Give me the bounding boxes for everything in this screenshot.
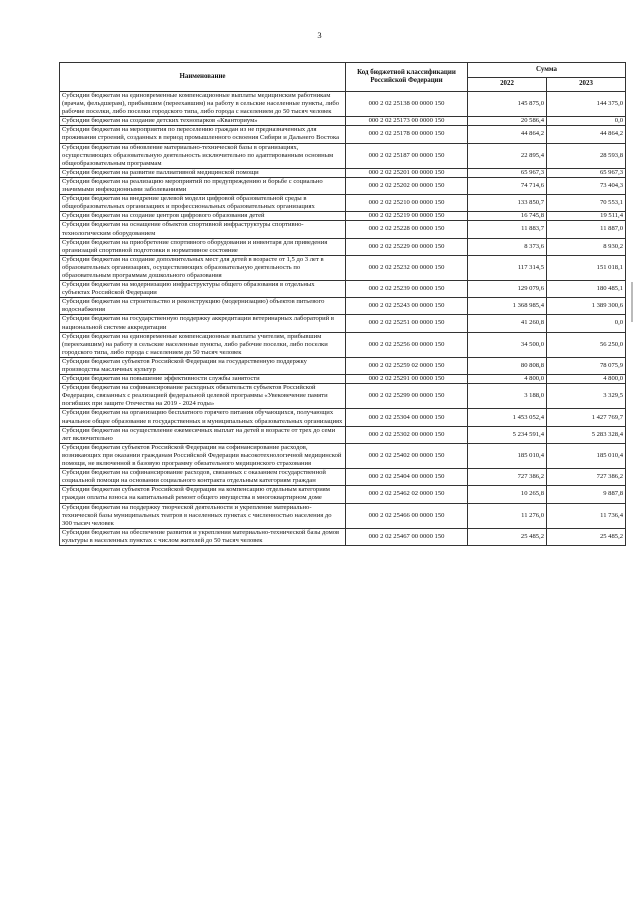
row-value-2022: 25 485,2 — [468, 528, 547, 545]
row-name: Субсидии бюджетам субъектов Российской Федерации на софинансирование расходов, возникающих при оказании гражданам Российской Федерации высокотехнологичной медицинской помощи, не включенной в базовую программу обязательного медицинского страхования — [60, 443, 346, 468]
row-value-2023: 73 404,3 — [547, 177, 626, 194]
row-value-2022: 145 875,0 — [468, 92, 547, 117]
row-name: Субсидии бюджетам на создание дополнительных мест для детей в возрасте от 1,5 до 3 лет в образовательных организациях, осуществляющих образовательную деятельность по образовательным программам дошкольного образования — [60, 255, 346, 280]
table-row — [60, 486, 626, 503]
row-value-2022: 11 883,7 — [468, 221, 547, 238]
row-value-2022: 11 276,0 — [468, 503, 547, 528]
table-row — [60, 126, 626, 143]
row-value-2023: 70 553,1 — [547, 195, 626, 212]
row-value-2023: 78 075,9 — [547, 357, 626, 374]
table-body — [60, 92, 626, 546]
row-value-2023: 0,0 — [547, 315, 626, 332]
row-code: 000 2 02 25210 00 0000 150 — [346, 195, 468, 212]
table-row — [60, 238, 626, 255]
row-value-2023: 1 389 300,6 — [547, 298, 626, 315]
row-code: 000 2 02 25302 00 0000 150 — [346, 426, 468, 443]
row-name: Субсидии бюджетам на оснащение объектов спортивной инфраструктуры спортивно-технологическим оборудованием — [60, 221, 346, 238]
table-row — [60, 443, 626, 468]
row-name: Субсидии бюджетам на единовременные компенсационные выплаты учителям, прибывшим (переехавшим) на работу в сельские населенные пункты, либо рабочие поселки, либо поселки городского типа, либо города с населением до 50 тысяч человек — [60, 332, 346, 357]
row-code: 000 2 02 25138 00 0000 150 — [346, 92, 468, 117]
table-header — [60, 63, 626, 92]
row-value-2022: 41 260,8 — [468, 315, 547, 332]
row-value-2022: 74 714,6 — [468, 177, 547, 194]
row-value-2023: 65 967,3 — [547, 168, 626, 177]
table-row — [60, 177, 626, 194]
table-row — [60, 315, 626, 332]
row-value-2022: 10 265,8 — [468, 486, 547, 503]
row-name: Субсидии бюджетам на поддержку творческой деятельности и укрепление материально-технической базы муниципальных театров в населенных пунктах с численностью населения до 300 тысяч человек — [60, 503, 346, 528]
table-row — [60, 255, 626, 280]
row-code: 000 2 02 25202 00 0000 150 — [346, 177, 468, 194]
row-value-2022: 1 368 985,4 — [468, 298, 547, 315]
row-name: Субсидии бюджетам на обновление материально-технической базы в организациях, осуществляющих образовательную деятельность исключительно по адаптированным основным общеобразовательным программам — [60, 143, 346, 168]
row-value-2022: 20 586,4 — [468, 117, 547, 126]
row-name: Субсидии бюджетам на организацию бесплатного горячего питания обучающихся, получающих начальное общее образование в государственных и муниципальных образовательных организациях — [60, 409, 346, 426]
row-name: Субсидии бюджетам на повышение эффективности службы занятости — [60, 375, 346, 384]
row-value-2022: 65 967,3 — [468, 168, 547, 177]
row-code: 000 2 02 25173 00 0000 150 — [346, 117, 468, 126]
row-value-2022: 1 453 052,4 — [468, 409, 547, 426]
header-name: Наименование — [60, 63, 346, 92]
row-code: 000 2 02 25201 00 0000 150 — [346, 168, 468, 177]
row-value-2022: 117 314,5 — [468, 255, 547, 280]
row-name: Субсидии бюджетам субъектов Российской Федерации на компенсацию отдельным категориям граждан оплаты взноса на капитальный ремонт общего имущества в многоквартирном доме — [60, 486, 346, 503]
row-name: Субсидии бюджетам на создание центров цифрового образования детей — [60, 212, 346, 221]
row-name: Субсидии бюджетам на реализацию мероприятий по предупреждению и борьбе с социально значимыми инфекционными заболеваниями — [60, 177, 346, 194]
table-row — [60, 409, 626, 426]
table-row — [60, 195, 626, 212]
row-value-2023: 4 800,0 — [547, 375, 626, 384]
row-value-2023: 3 329,5 — [547, 384, 626, 409]
row-name: Субсидии бюджетам на модернизацию инфраструктуры общего образования в отдельных субъектах Российской Федерации — [60, 281, 346, 298]
row-value-2023: 144 375,0 — [547, 92, 626, 117]
row-name: Субсидии бюджетам на единовременные компенсационные выплаты медицинским работникам (врачам, фельдшерам), прибывшим (переехавшим) на работу в сельские населенные пункты, либо рабочие поселки, либо поселки городского типа, либо города с населением до 50 тысяч человек — [60, 92, 346, 117]
table-row — [60, 221, 626, 238]
row-value-2022: 727 386,2 — [468, 469, 547, 486]
budget-table — [59, 62, 626, 546]
row-value-2023: 8 930,2 — [547, 238, 626, 255]
row-value-2023: 9 887,8 — [547, 486, 626, 503]
row-code: 000 2 02 25178 00 0000 150 — [346, 126, 468, 143]
row-value-2022: 133 850,7 — [468, 195, 547, 212]
table-row — [60, 384, 626, 409]
row-code: 000 2 02 25239 00 0000 150 — [346, 281, 468, 298]
row-value-2022: 22 895,4 — [468, 143, 547, 168]
row-value-2022: 3 188,0 — [468, 384, 547, 409]
table-row — [60, 357, 626, 374]
page-number: 3 — [317, 30, 322, 40]
row-name: Субсидии бюджетам на софинансирование расходных обязательств субъектов Российской Федерации, связанных с реализацией федеральной целевой программы «Увековечение памяти погибших при защите Отечества на 2019 - 2024 годы» — [60, 384, 346, 409]
table-row — [60, 375, 626, 384]
row-code: 000 2 02 25232 00 0000 150 — [346, 255, 468, 280]
row-name: Субсидии бюджетам на приобретение спортивного оборудования и инвентаря для приведения организаций спортивной подготовки в нормативное состояние — [60, 238, 346, 255]
row-value-2023: 28 593,8 — [547, 143, 626, 168]
row-value-2023: 185 010,4 — [547, 443, 626, 468]
row-name: Субсидии бюджетам на осуществление ежемесячных выплат на детей в возрасте от трех до семи лет включительно — [60, 426, 346, 443]
row-value-2023: 0,0 — [547, 117, 626, 126]
row-code: 000 2 02 25299 00 0000 150 — [346, 384, 468, 409]
row-value-2023: 25 485,2 — [547, 528, 626, 545]
row-value-2022: 185 010,4 — [468, 443, 547, 468]
header-year-2023: 2023 — [547, 77, 626, 92]
row-value-2023: 56 250,0 — [547, 332, 626, 357]
row-value-2022: 34 500,0 — [468, 332, 547, 357]
table-row — [60, 426, 626, 443]
row-value-2023: 1 427 769,7 — [547, 409, 626, 426]
row-name: Субсидии бюджетам на внедрение целевой модели цифровой образовательной среды в общеобразовательных организациях и профессиональных образовательных организациях — [60, 195, 346, 212]
table-row — [60, 528, 626, 545]
row-value-2023: 11 736,4 — [547, 503, 626, 528]
row-code: 000 2 02 25187 00 0000 150 — [346, 143, 468, 168]
row-name: Субсидии бюджетам на развитие паллиативной медицинской помощи — [60, 168, 346, 177]
row-name: Субсидии бюджетам на софинансирование расходов, связанных с оказанием государственной социальной помощи на основании социального контракта отдельным категориям граждан — [60, 469, 346, 486]
row-value-2023: 44 864,2 — [547, 126, 626, 143]
row-code: 000 2 02 25304 00 0000 150 — [346, 409, 468, 426]
row-name: Субсидии бюджетам на обеспечение развития и укрепления материально-технической базы домов культуры в населенных пунктах с числом жителей до 50 тысяч человек — [60, 528, 346, 545]
row-code: 000 2 02 25251 00 0000 150 — [346, 315, 468, 332]
row-code: 000 2 02 25256 00 0000 150 — [346, 332, 468, 357]
row-value-2022: 4 800,0 — [468, 375, 547, 384]
table-row — [60, 143, 626, 168]
table-row — [60, 332, 626, 357]
row-value-2022: 8 373,6 — [468, 238, 547, 255]
row-name: Субсидии бюджетам субъектов Российской Федерации на государственную поддержку производства масличных культур — [60, 357, 346, 374]
table-row — [60, 469, 626, 486]
row-value-2023: 5 283 328,4 — [547, 426, 626, 443]
row-code: 000 2 02 25243 00 0000 150 — [346, 298, 468, 315]
row-value-2022: 16 745,8 — [468, 212, 547, 221]
row-name: Субсидии бюджетам на государственную поддержку аккредитации ветеринарных лабораторий в национальной системе аккредитации — [60, 315, 346, 332]
row-value-2023: 727 386,2 — [547, 469, 626, 486]
row-code: 000 2 02 25466 00 0000 150 — [346, 503, 468, 528]
table-row — [60, 92, 626, 117]
table-row — [60, 281, 626, 298]
header-sum: Сумма — [468, 63, 626, 78]
table-row — [60, 117, 626, 126]
row-code: 000 2 02 25404 00 0000 150 — [346, 469, 468, 486]
row-value-2023: 151 018,1 — [547, 255, 626, 280]
row-code: 000 2 02 25259 02 0000 150 — [346, 357, 468, 374]
row-code: 000 2 02 25219 00 0000 150 — [346, 212, 468, 221]
table-row — [60, 298, 626, 315]
row-code: 000 2 02 25402 00 0000 150 — [346, 443, 468, 468]
row-value-2023: 180 485,1 — [547, 281, 626, 298]
row-name: Субсидии бюджетам на мероприятия по переселению граждан из не предназначенных для проживания строений, созданных в период промышленного освоения Сибири и Дальнего Востока — [60, 126, 346, 143]
row-code: 000 2 02 25467 00 0000 150 — [346, 528, 468, 545]
header-code: Код бюджетной классификации Российской Федерации — [346, 63, 468, 92]
row-value-2023: 11 887,0 — [547, 221, 626, 238]
row-value-2022: 44 864,2 — [468, 126, 547, 143]
row-value-2022: 129 079,6 — [468, 281, 547, 298]
row-code: 000 2 02 25462 02 0000 150 — [346, 486, 468, 503]
row-value-2023: 19 511,4 — [547, 212, 626, 221]
table-row — [60, 168, 626, 177]
row-value-2022: 5 234 591,4 — [468, 426, 547, 443]
scan-artifact — [631, 282, 633, 322]
row-code: 000 2 02 25229 00 0000 150 — [346, 238, 468, 255]
row-code: 000 2 02 25228 00 0000 150 — [346, 221, 468, 238]
row-name: Субсидии бюджетам на строительство и реконструкцию (модернизацию) объектов питьевого водоснабжения — [60, 298, 346, 315]
row-name: Субсидии бюджетам на создание детских технопарков «Кванториум» — [60, 117, 346, 126]
table-row — [60, 212, 626, 221]
row-value-2022: 80 808,8 — [468, 357, 547, 374]
table-row — [60, 503, 626, 528]
row-code: 000 2 02 25291 00 0000 150 — [346, 375, 468, 384]
header-year-2022: 2022 — [468, 77, 547, 92]
